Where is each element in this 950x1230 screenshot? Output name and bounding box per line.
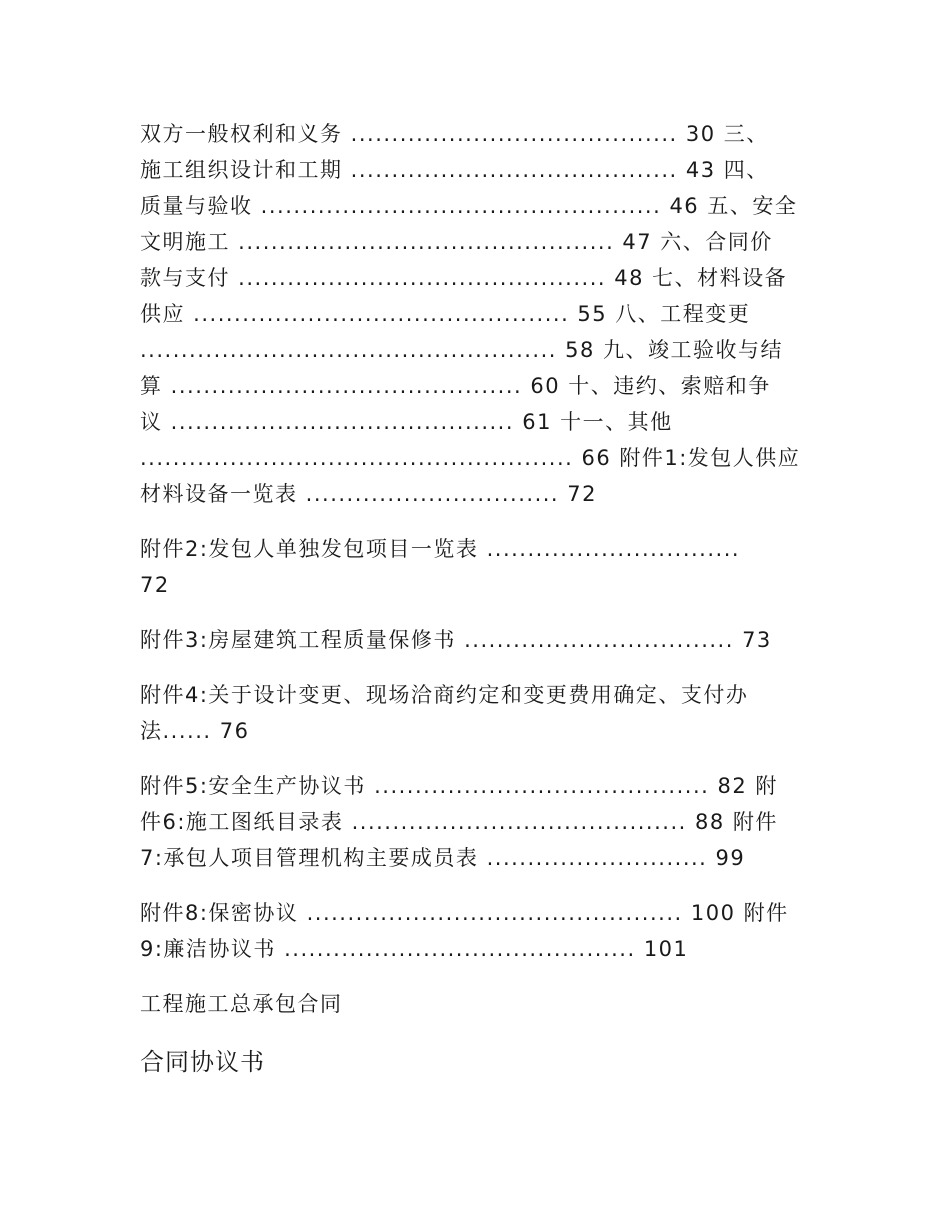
toc-line: 施工组织设计和工期 ........................................ 43 四、 (140, 158, 769, 182)
toc-block-1 (140, 116, 812, 512)
toc-line: 72 (140, 573, 170, 597)
toc-line: 款与支付 ............................................. 48 七、材料设备 (140, 266, 788, 290)
toc-block-4 (140, 677, 812, 749)
toc-line: ..................................................... 66 附件1:发包人供应 (140, 446, 801, 470)
toc-line: 附件5:安全生产协议书 ......................................... 82 附 (140, 774, 778, 798)
toc-line: 7:承包人项目管理机构主要成员表 ........................... 99 (140, 846, 746, 870)
toc-line: 法...... 76 (140, 719, 250, 743)
toc-line: 附件2:发包人单独发包项目一览表 ............................... (140, 537, 741, 561)
toc-block-2 (140, 531, 812, 603)
toc-block-3 (140, 622, 812, 658)
toc-line: 供应 .............................................. 55 八、工程变更 (140, 302, 751, 326)
toc-block-5 (140, 768, 812, 876)
toc-line: 议 .......................................... 61 十一、其他 (140, 410, 673, 434)
toc-line: 双方一般权利和义务 ........................................ 30 三、 (140, 122, 769, 146)
toc-line: 附件8:保密协议 .............................................. 100 附件 (140, 901, 789, 925)
toc-line: 算 ........................................... 60 十、违约、索赔和争 (140, 374, 771, 398)
contract-title: 工程施工总承包合同 (140, 992, 343, 1016)
page-content (140, 116, 812, 1080)
toc-line: 附件3:房屋建筑工程质量保修书 ................................. 73 (140, 628, 772, 652)
toc-block-6 (140, 895, 812, 967)
toc-line: 附件4:关于设计变更、现场洽商约定和变更费用确定、支付办 (140, 683, 749, 707)
toc-line: ................................................... 58 九、竣工验收与结 (140, 338, 784, 362)
toc-line: 9:廉洁协议书 ........................................... 101 (140, 937, 689, 961)
toc-line: 件6:施工图纸目录表 ......................................... 88 附件 (140, 810, 778, 834)
toc-line: 质量与验收 ................................................. 46 五、安全 (140, 194, 798, 218)
toc-line: 材料设备一览表 ............................... 72 (140, 482, 598, 506)
toc-line: 文明施工 .............................................. 47 六、合同价 (140, 230, 773, 254)
agreement-heading: 合同协议书 (140, 1048, 265, 1076)
